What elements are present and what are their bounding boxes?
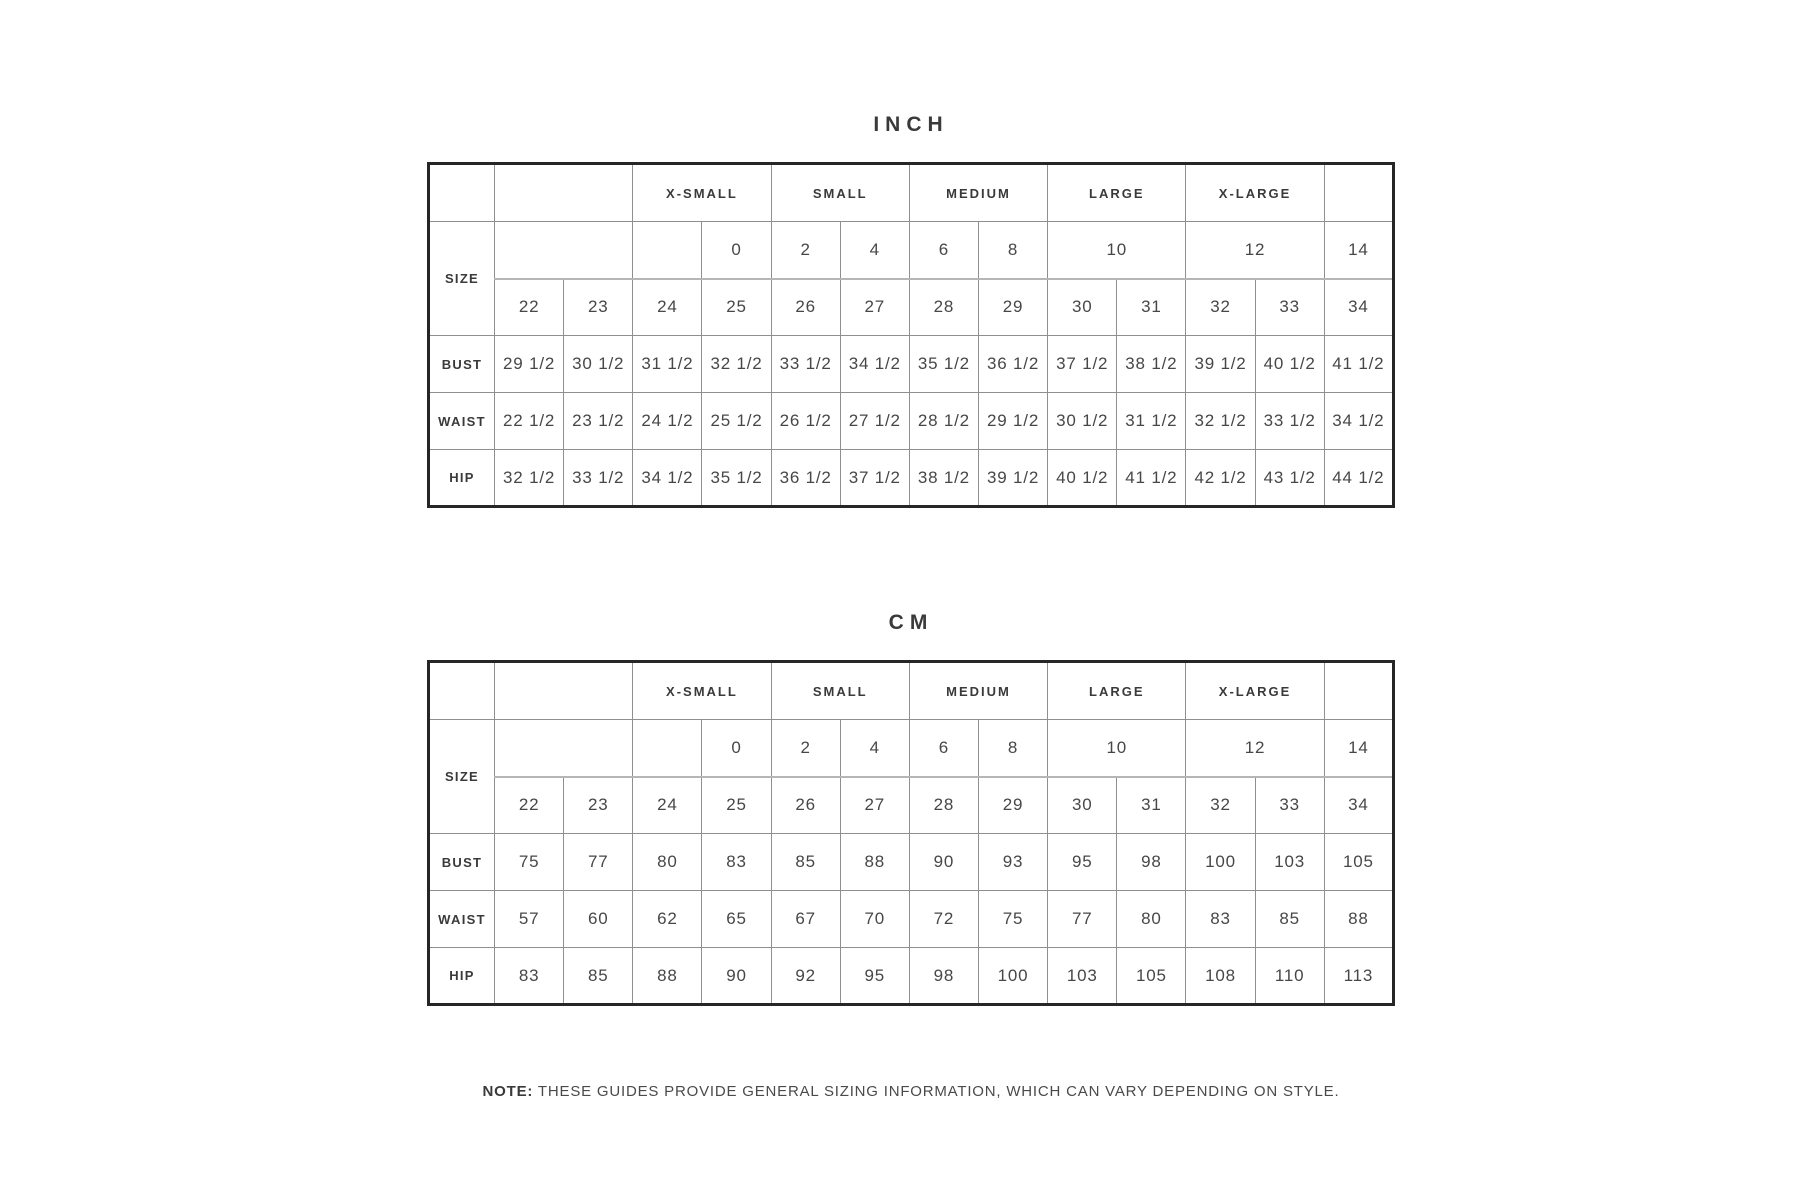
hip-value: 105: [1117, 948, 1186, 1005]
hip-value: 113: [1324, 948, 1393, 1005]
us-size-10: 10: [1048, 222, 1186, 279]
waist-value: 72: [909, 891, 978, 948]
note-label: NOTE:: [482, 1083, 534, 1100]
bust-value: 103: [1255, 834, 1324, 891]
hip-value: 33 1/2: [564, 450, 633, 507]
hip-value: 103: [1048, 948, 1117, 1005]
group-header-medium: MEDIUM: [909, 164, 1047, 222]
group-header-empty: [1324, 662, 1393, 720]
corner-cell: [429, 164, 495, 222]
bust-value: 34 1/2: [840, 336, 909, 393]
bust-value: 37 1/2: [1048, 336, 1117, 393]
numeric-size-34: 34: [1324, 777, 1393, 834]
hip-value: 100: [978, 948, 1047, 1005]
group-header-x-small: X-SMALL: [633, 164, 771, 222]
bust-value: 36 1/2: [978, 336, 1047, 393]
waist-value: 29 1/2: [978, 393, 1047, 450]
group-header-small: SMALL: [771, 662, 909, 720]
hip-value: 98: [909, 948, 978, 1005]
us-size-empty: [633, 720, 702, 777]
waist-value: 24 1/2: [633, 393, 702, 450]
us-size-empty: [495, 720, 633, 777]
group-header-empty: [1324, 164, 1393, 222]
waist-value: 57: [495, 891, 564, 948]
us-size-6: 6: [909, 720, 978, 777]
bust-value: 93: [978, 834, 1047, 891]
waist-row-label: WAIST: [429, 891, 495, 948]
size-row-label: SIZE: [429, 222, 495, 336]
waist-value: 70: [840, 891, 909, 948]
hip-value: 39 1/2: [978, 450, 1047, 507]
note-body: THESE GUIDES PROVIDE GENERAL SIZING INFORMATION, WHICH CAN VARY DEPENDING ON STYLE.: [537, 1083, 1340, 1100]
inch-guide-section: [427, 112, 1395, 508]
hip-value: 88: [633, 948, 702, 1005]
size-row-label: SIZE: [429, 720, 495, 834]
numeric-size-22: 22: [495, 777, 564, 834]
us-size-4: 4: [840, 720, 909, 777]
numeric-size-34: 34: [1324, 279, 1393, 336]
numeric-size-26: 26: [771, 777, 840, 834]
group-header-empty: [495, 662, 633, 720]
numeric-size-29: 29: [978, 279, 1047, 336]
numeric-size-32: 32: [1186, 777, 1255, 834]
waist-value: 60: [564, 891, 633, 948]
numeric-size-32: 32: [1186, 279, 1255, 336]
waist-value: 77: [1048, 891, 1117, 948]
waist-row-label: WAIST: [429, 393, 495, 450]
hip-row-label: HIP: [429, 450, 495, 507]
group-header-x-large: X-LARGE: [1186, 164, 1324, 222]
waist-value: 23 1/2: [564, 393, 633, 450]
numeric-size-33: 33: [1255, 279, 1324, 336]
numeric-size-23: 23: [564, 279, 633, 336]
corner-cell: [429, 662, 495, 720]
group-header-x-small: X-SMALL: [633, 662, 771, 720]
waist-value: 83: [1186, 891, 1255, 948]
numeric-size-28: 28: [909, 777, 978, 834]
us-size-empty: [495, 222, 633, 279]
numeric-size-25: 25: [702, 777, 771, 834]
hip-value: 85: [564, 948, 633, 1005]
numeric-size-29: 29: [978, 777, 1047, 834]
hip-value: 37 1/2: [840, 450, 909, 507]
us-size-12: 12: [1186, 222, 1324, 279]
numeric-size-27: 27: [840, 777, 909, 834]
cm-table-title: CM: [888, 611, 934, 634]
hip-value: 40 1/2: [1048, 450, 1117, 507]
us-size-6: 6: [909, 222, 978, 279]
us-size-12: 12: [1186, 720, 1324, 777]
bust-value: 38 1/2: [1117, 336, 1186, 393]
numeric-size-27: 27: [840, 279, 909, 336]
bust-value: 33 1/2: [771, 336, 840, 393]
us-size-10: 10: [1048, 720, 1186, 777]
hip-value: 35 1/2: [702, 450, 771, 507]
bust-value: 105: [1324, 834, 1393, 891]
bust-value: 32 1/2: [702, 336, 771, 393]
hip-value: 44 1/2: [1324, 450, 1393, 507]
cm-guide-section: [427, 610, 1395, 1006]
numeric-size-33: 33: [1255, 777, 1324, 834]
hip-value: 90: [702, 948, 771, 1005]
bust-value: 29 1/2: [495, 336, 564, 393]
numeric-size-26: 26: [771, 279, 840, 336]
hip-value: 83: [495, 948, 564, 1005]
cm-size-table: [427, 660, 1395, 1006]
numeric-size-25: 25: [702, 279, 771, 336]
waist-value: 75: [978, 891, 1047, 948]
bust-value: 35 1/2: [909, 336, 978, 393]
waist-value: 85: [1255, 891, 1324, 948]
numeric-size-22: 22: [495, 279, 564, 336]
us-size-14: 14: [1324, 720, 1393, 777]
group-header-medium: MEDIUM: [909, 662, 1047, 720]
group-header-empty: [495, 164, 633, 222]
us-size-2: 2: [771, 222, 840, 279]
group-header-small: SMALL: [771, 164, 909, 222]
numeric-size-28: 28: [909, 279, 978, 336]
hip-value: 110: [1255, 948, 1324, 1005]
hip-value: 95: [840, 948, 909, 1005]
bust-value: 30 1/2: [564, 336, 633, 393]
bust-value: 88: [840, 834, 909, 891]
waist-value: 62: [633, 891, 702, 948]
waist-value: 80: [1117, 891, 1186, 948]
bust-value: 40 1/2: [1255, 336, 1324, 393]
bust-value: 95: [1048, 834, 1117, 891]
numeric-size-24: 24: [633, 777, 702, 834]
waist-value: 88: [1324, 891, 1393, 948]
waist-value: 67: [771, 891, 840, 948]
bust-value: 98: [1117, 834, 1186, 891]
us-size-0: 0: [702, 720, 771, 777]
group-header-x-large: X-LARGE: [1186, 662, 1324, 720]
inch-table-title: INCH: [873, 113, 949, 136]
numeric-size-30: 30: [1048, 777, 1117, 834]
bust-row-label: BUST: [429, 834, 495, 891]
us-size-8: 8: [978, 222, 1047, 279]
us-size-8: 8: [978, 720, 1047, 777]
hip-value: 41 1/2: [1117, 450, 1186, 507]
waist-value: 33 1/2: [1255, 393, 1324, 450]
us-size-0: 0: [702, 222, 771, 279]
numeric-size-31: 31: [1117, 777, 1186, 834]
hip-value: 34 1/2: [633, 450, 702, 507]
bust-value: 100: [1186, 834, 1255, 891]
hip-value: 42 1/2: [1186, 450, 1255, 507]
waist-value: 26 1/2: [771, 393, 840, 450]
hip-value: 32 1/2: [495, 450, 564, 507]
us-size-4: 4: [840, 222, 909, 279]
bust-value: 41 1/2: [1324, 336, 1393, 393]
bust-value: 80: [633, 834, 702, 891]
waist-value: 27 1/2: [840, 393, 909, 450]
waist-value: 31 1/2: [1117, 393, 1186, 450]
numeric-size-31: 31: [1117, 279, 1186, 336]
us-size-empty: [633, 222, 702, 279]
hip-value: 43 1/2: [1255, 450, 1324, 507]
waist-value: 34 1/2: [1324, 393, 1393, 450]
waist-value: 32 1/2: [1186, 393, 1255, 450]
bust-value: 77: [564, 834, 633, 891]
waist-value: 30 1/2: [1048, 393, 1117, 450]
group-header-large: LARGE: [1048, 164, 1186, 222]
hip-row-label: HIP: [429, 948, 495, 1005]
hip-value: 38 1/2: [909, 450, 978, 507]
us-size-14: 14: [1324, 222, 1393, 279]
group-header-large: LARGE: [1048, 662, 1186, 720]
hip-value: 36 1/2: [771, 450, 840, 507]
numeric-size-24: 24: [633, 279, 702, 336]
numeric-size-23: 23: [564, 777, 633, 834]
bust-value: 90: [909, 834, 978, 891]
bust-value: 83: [702, 834, 771, 891]
us-size-2: 2: [771, 720, 840, 777]
waist-value: 65: [702, 891, 771, 948]
hip-value: 108: [1186, 948, 1255, 1005]
inch-size-table: [427, 162, 1395, 508]
bust-value: 75: [495, 834, 564, 891]
bust-value: 31 1/2: [633, 336, 702, 393]
waist-value: 25 1/2: [702, 393, 771, 450]
waist-value: 28 1/2: [909, 393, 978, 450]
numeric-size-30: 30: [1048, 279, 1117, 336]
hip-value: 92: [771, 948, 840, 1005]
sizing-note: [427, 1082, 1395, 1102]
waist-value: 22 1/2: [495, 393, 564, 450]
bust-value: 85: [771, 834, 840, 891]
bust-value: 39 1/2: [1186, 336, 1255, 393]
bust-row-label: BUST: [429, 336, 495, 393]
